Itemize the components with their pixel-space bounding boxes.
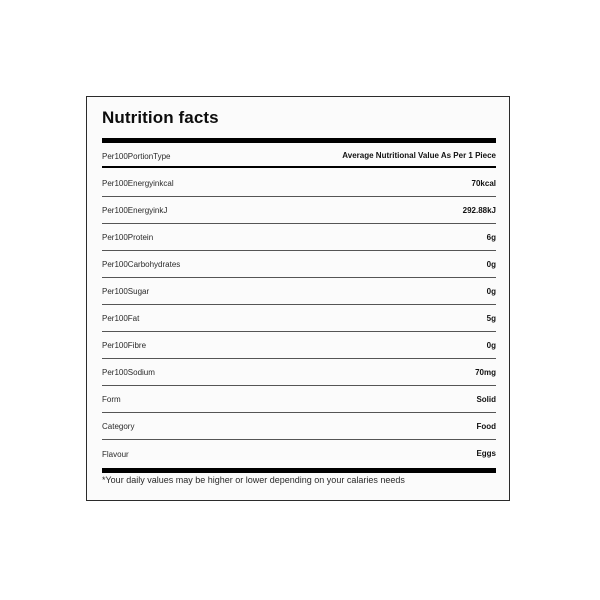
row-label: Per100EnergyinkJ xyxy=(102,206,168,215)
row-label: Per100Carbohydrates xyxy=(102,260,181,269)
bottom-divider xyxy=(102,468,496,473)
nutrition-table xyxy=(102,170,496,467)
table-row xyxy=(102,197,496,224)
top-divider xyxy=(102,138,496,143)
table-row xyxy=(102,440,496,467)
table-row xyxy=(102,170,496,197)
table-row xyxy=(102,413,496,440)
nutrition-facts-panel xyxy=(86,96,510,501)
row-value: 70kcal xyxy=(471,178,496,188)
table-row xyxy=(102,386,496,413)
row-label: Per100Energyinkcal xyxy=(102,179,174,188)
row-value: 0g xyxy=(486,286,496,296)
row-value: Solid xyxy=(476,394,496,404)
row-value: 6g xyxy=(486,232,496,242)
row-value: 5g xyxy=(486,313,496,323)
portion-type-label: Per100PortionType xyxy=(102,151,171,161)
table-row xyxy=(102,251,496,278)
portion-type-row xyxy=(102,145,496,168)
row-label: Per100Protein xyxy=(102,233,154,242)
table-row xyxy=(102,224,496,251)
row-value: Eggs xyxy=(476,449,496,458)
table-row xyxy=(102,359,496,386)
row-label: Per100Sodium xyxy=(102,368,155,377)
row-label: Per100Fibre xyxy=(102,341,147,350)
row-value: 70mg xyxy=(475,367,496,377)
row-value: 292.88kJ xyxy=(462,205,496,215)
table-row xyxy=(102,278,496,305)
table-row xyxy=(102,332,496,359)
row-value: 0g xyxy=(486,340,496,350)
row-value: 0g xyxy=(486,259,496,269)
row-label: Flavour xyxy=(102,449,129,459)
page-title: Nutrition facts xyxy=(102,108,219,127)
row-label: Category xyxy=(102,422,135,431)
portion-type-value: Average Nutritional Value As Per 1 Piece xyxy=(342,151,496,160)
row-label: Per100Sugar xyxy=(102,287,150,296)
row-label: Form xyxy=(102,395,121,404)
table-row xyxy=(102,305,496,332)
row-value: Food xyxy=(476,421,496,431)
footnote: *Your daily values may be higher or lower depending on your calaries needs xyxy=(102,475,405,485)
row-label: Per100Fat xyxy=(102,314,140,323)
